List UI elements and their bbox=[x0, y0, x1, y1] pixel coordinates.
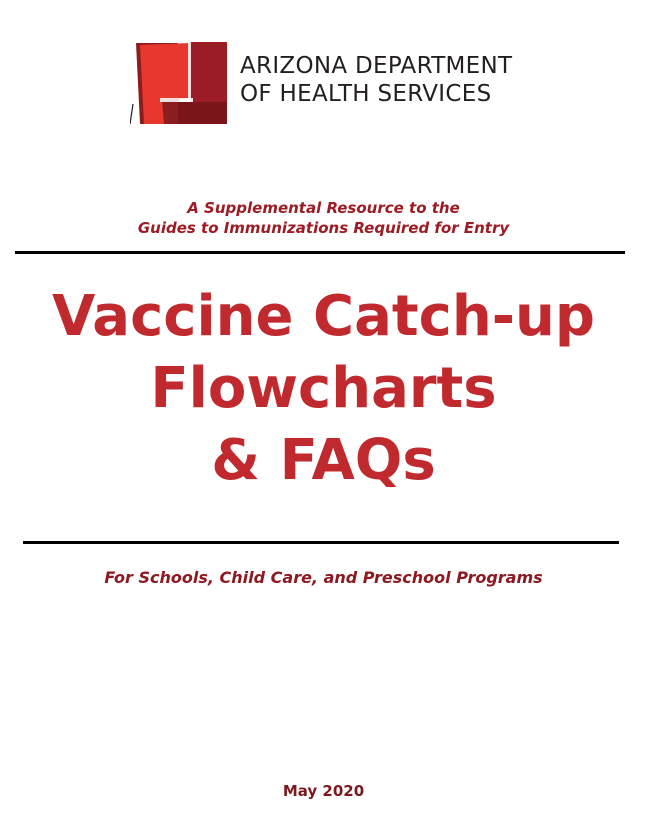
bottom-divider bbox=[23, 541, 619, 544]
adhs-logo bbox=[130, 40, 530, 128]
title-line-3: & FAQs bbox=[211, 428, 436, 493]
title-line-2: Flowcharts bbox=[150, 356, 497, 421]
page-title bbox=[0, 281, 647, 497]
logo-line-1: ARIZONA DEPARTMENT bbox=[240, 53, 513, 79]
supplement-line-2: Guides to Immunizations Required for Entry bbox=[137, 219, 510, 237]
supplemental-resource-subtitle bbox=[0, 198, 647, 238]
publication-date: May 2020 bbox=[282, 782, 365, 800]
logo-line-2: OF HEALTH SERVICES bbox=[240, 81, 492, 107]
supplement-line-1: A Supplemental Resource to the bbox=[187, 199, 460, 217]
adhs-logo-icon bbox=[130, 40, 230, 128]
title-line-1: Vaccine Catch-up bbox=[52, 284, 595, 349]
audience-subtitle: For Schools, Child Care, and Preschool Programs bbox=[104, 568, 543, 587]
logo-wordmark bbox=[240, 52, 512, 108]
top-divider bbox=[15, 251, 625, 254]
